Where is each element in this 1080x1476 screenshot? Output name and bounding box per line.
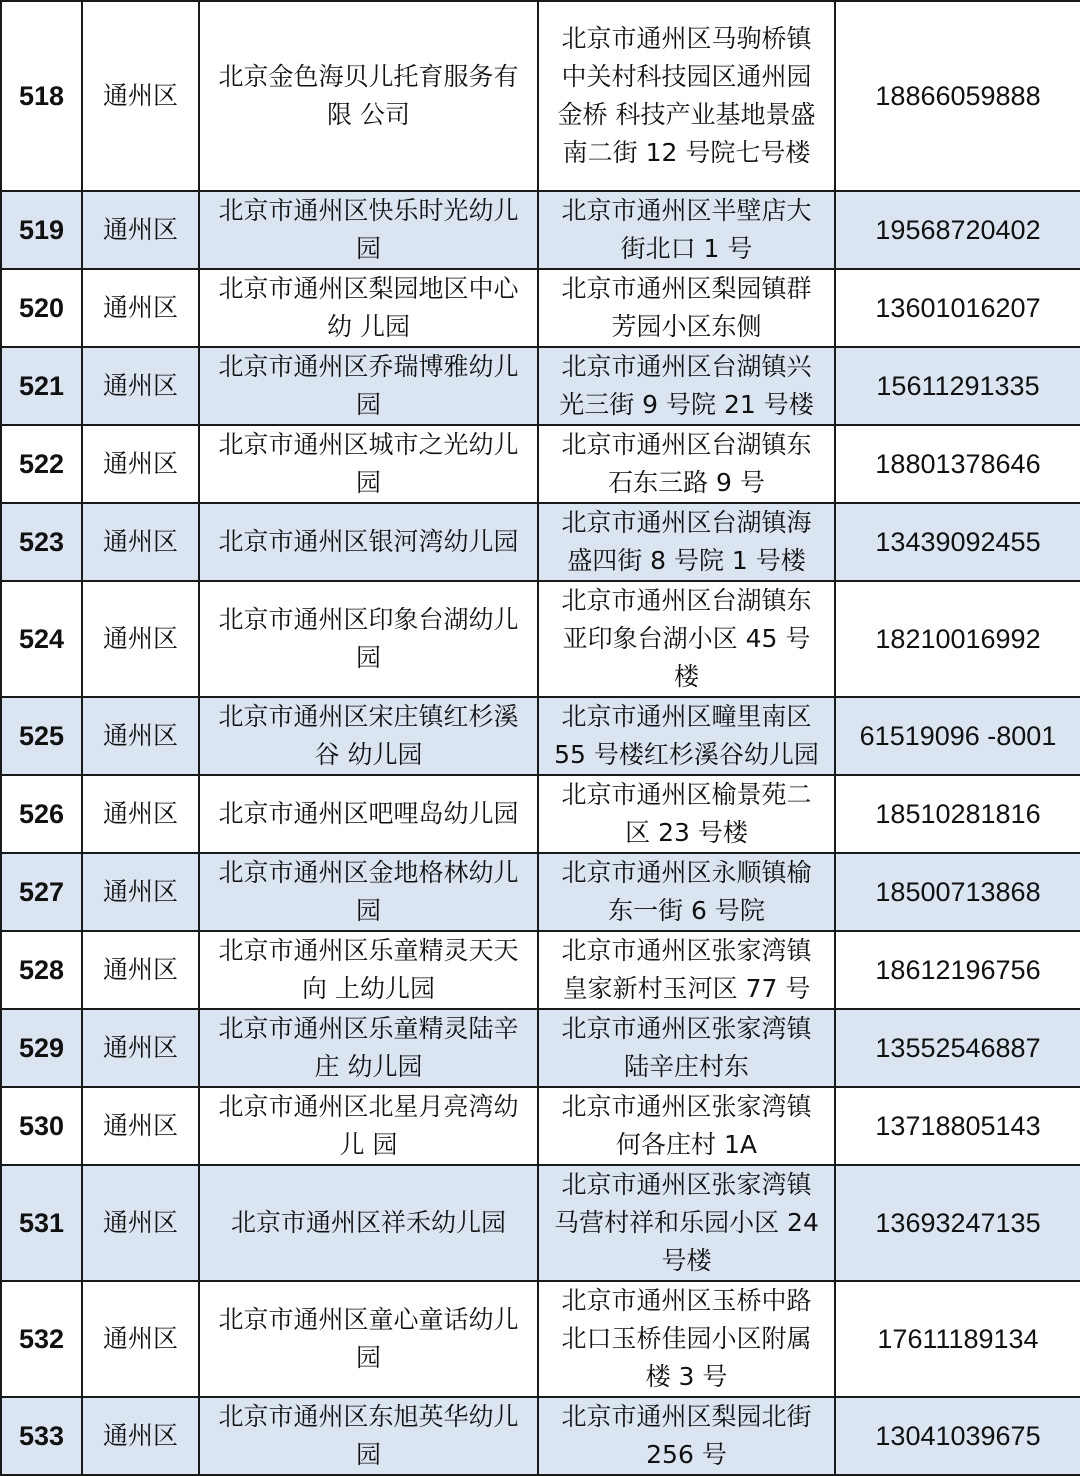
row-number: 523 — [1, 503, 82, 581]
district-cell: 通州区 — [82, 1009, 199, 1087]
address-cell: 北京市通州区张家湾镇何各庄村 1A — [538, 1087, 835, 1165]
table-row — [1, 347, 1080, 425]
row-number: 521 — [1, 347, 82, 425]
district-cell: 通州区 — [82, 1165, 199, 1281]
phone-cell: 13041039675 — [835, 1397, 1080, 1475]
district-cell: 通州区 — [82, 1, 199, 191]
phone-cell: 61519096 -8001 — [835, 697, 1080, 775]
phone-cell: 13693247135 — [835, 1165, 1080, 1281]
address-cell: 北京市通州区张家湾镇马营村祥和乐园小区 24 号楼 — [538, 1165, 835, 1281]
phone-cell: 13552546887 — [835, 1009, 1080, 1087]
district-cell: 通州区 — [82, 191, 199, 269]
phone-cell: 18510281816 — [835, 775, 1080, 853]
district-cell: 通州区 — [82, 931, 199, 1009]
row-number: 520 — [1, 269, 82, 347]
address-cell: 北京市通州区张家湾镇陆辛庄村东 — [538, 1009, 835, 1087]
kindergarten-name-cell: 北京市通州区祥禾幼儿园 — [199, 1165, 538, 1281]
address-cell: 北京市通州区张家湾镇皇家新村玉河区 77 号 — [538, 931, 835, 1009]
table-row — [1, 191, 1080, 269]
row-number: 524 — [1, 581, 82, 697]
kindergarten-name-cell: 北京市通州区梨园地区中心幼 儿园 — [199, 269, 538, 347]
row-number: 532 — [1, 1281, 82, 1397]
district-cell: 通州区 — [82, 347, 199, 425]
district-cell: 通州区 — [82, 503, 199, 581]
phone-cell: 19568720402 — [835, 191, 1080, 269]
address-cell: 北京市通州区梨园镇群芳园小区东侧 — [538, 269, 835, 347]
row-number: 530 — [1, 1087, 82, 1165]
kindergarten-name-cell: 北京市通州区金地格林幼儿园 — [199, 853, 538, 931]
kindergarten-name-cell: 北京市通州区乐童精灵天天向 上幼儿园 — [199, 931, 538, 1009]
row-number: 526 — [1, 775, 82, 853]
address-cell: 北京市通州区台湖镇兴光三街 9 号院 21 号楼 — [538, 347, 835, 425]
kindergarten-name-cell: 北京市通州区乔瑞博雅幼儿园 — [199, 347, 538, 425]
table-row — [1, 1, 1080, 191]
row-number: 533 — [1, 1397, 82, 1475]
phone-cell: 18500713868 — [835, 853, 1080, 931]
table-row — [1, 1281, 1080, 1397]
address-cell: 北京市通州区半壁店大街北口 1 号 — [538, 191, 835, 269]
table-row — [1, 1397, 1080, 1475]
table-row — [1, 503, 1080, 581]
address-cell: 北京市通州区台湖镇海盛四街 8 号院 1 号楼 — [538, 503, 835, 581]
phone-cell: 18612196756 — [835, 931, 1080, 1009]
row-number: 518 — [1, 1, 82, 191]
phone-cell: 13601016207 — [835, 269, 1080, 347]
phone-cell: 18210016992 — [835, 581, 1080, 697]
kindergarten-name-cell: 北京市通州区东旭英华幼儿园 — [199, 1397, 538, 1475]
kindergarten-name-cell: 北京市通州区乐童精灵陆辛庄 幼儿园 — [199, 1009, 538, 1087]
kindergarten-name-cell: 北京市通州区吧哩岛幼儿园 — [199, 775, 538, 853]
district-cell: 通州区 — [82, 853, 199, 931]
district-cell: 通州区 — [82, 1397, 199, 1475]
address-cell: 北京市通州区疃里南区55 号楼红杉溪谷幼儿园 — [538, 697, 835, 775]
address-cell: 北京市通州区台湖镇东亚印象台湖小区 45 号楼 — [538, 581, 835, 697]
address-cell: 北京市通州区台湖镇东石东三路 9 号 — [538, 425, 835, 503]
table-body — [1, 1, 1080, 1475]
address-cell: 北京市通州区永顺镇榆东一街 6 号院 — [538, 853, 835, 931]
phone-cell: 15611291335 — [835, 347, 1080, 425]
row-number: 531 — [1, 1165, 82, 1281]
table-row — [1, 853, 1080, 931]
row-number: 529 — [1, 1009, 82, 1087]
address-cell: 北京市通州区榆景苑二区 23 号楼 — [538, 775, 835, 853]
kindergarten-name-cell: 北京金色海贝儿托育服务有限 公司 — [199, 1, 538, 191]
district-cell: 通州区 — [82, 1281, 199, 1397]
table-row — [1, 1165, 1080, 1281]
table-row — [1, 931, 1080, 1009]
district-cell: 通州区 — [82, 1087, 199, 1165]
row-number: 525 — [1, 697, 82, 775]
kindergarten-name-cell: 北京市通州区童心童话幼儿园 — [199, 1281, 538, 1397]
phone-cell: 17611189134 — [835, 1281, 1080, 1397]
table-row — [1, 775, 1080, 853]
row-number: 519 — [1, 191, 82, 269]
table-row — [1, 1087, 1080, 1165]
table-row — [1, 425, 1080, 503]
table-row — [1, 269, 1080, 347]
table-row — [1, 1009, 1080, 1087]
district-cell: 通州区 — [82, 425, 199, 503]
kindergarten-name-cell: 北京市通州区城市之光幼儿园 — [199, 425, 538, 503]
address-cell: 北京市通州区玉桥中路北口玉桥佳园小区附属楼 3 号 — [538, 1281, 835, 1397]
row-number: 527 — [1, 853, 82, 931]
address-cell: 北京市通州区梨园北街256 号 — [538, 1397, 835, 1475]
address-cell: 北京市通州区马驹桥镇中关村科技园区通州园金桥 科技产业基地景盛南二街 12 号院七号楼 — [538, 1, 835, 191]
kindergarten-name-cell: 北京市通州区快乐时光幼儿园 — [199, 191, 538, 269]
row-number: 522 — [1, 425, 82, 503]
phone-cell: 13439092455 — [835, 503, 1080, 581]
table-row — [1, 697, 1080, 775]
district-cell: 通州区 — [82, 775, 199, 853]
phone-cell: 13718805143 — [835, 1087, 1080, 1165]
district-cell: 通州区 — [82, 581, 199, 697]
kindergarten-name-cell: 北京市通州区银河湾幼儿园 — [199, 503, 538, 581]
kindergarten-name-cell: 北京市通州区印象台湖幼儿园 — [199, 581, 538, 697]
row-number: 528 — [1, 931, 82, 1009]
district-cell: 通州区 — [82, 697, 199, 775]
district-cell: 通州区 — [82, 269, 199, 347]
table-row — [1, 581, 1080, 697]
kindergarten-name-cell: 北京市通州区北星月亮湾幼儿 园 — [199, 1087, 538, 1165]
phone-cell: 18866059888 — [835, 1, 1080, 191]
kindergarten-name-cell: 北京市通州区宋庄镇红杉溪谷 幼儿园 — [199, 697, 538, 775]
phone-cell: 18801378646 — [835, 425, 1080, 503]
